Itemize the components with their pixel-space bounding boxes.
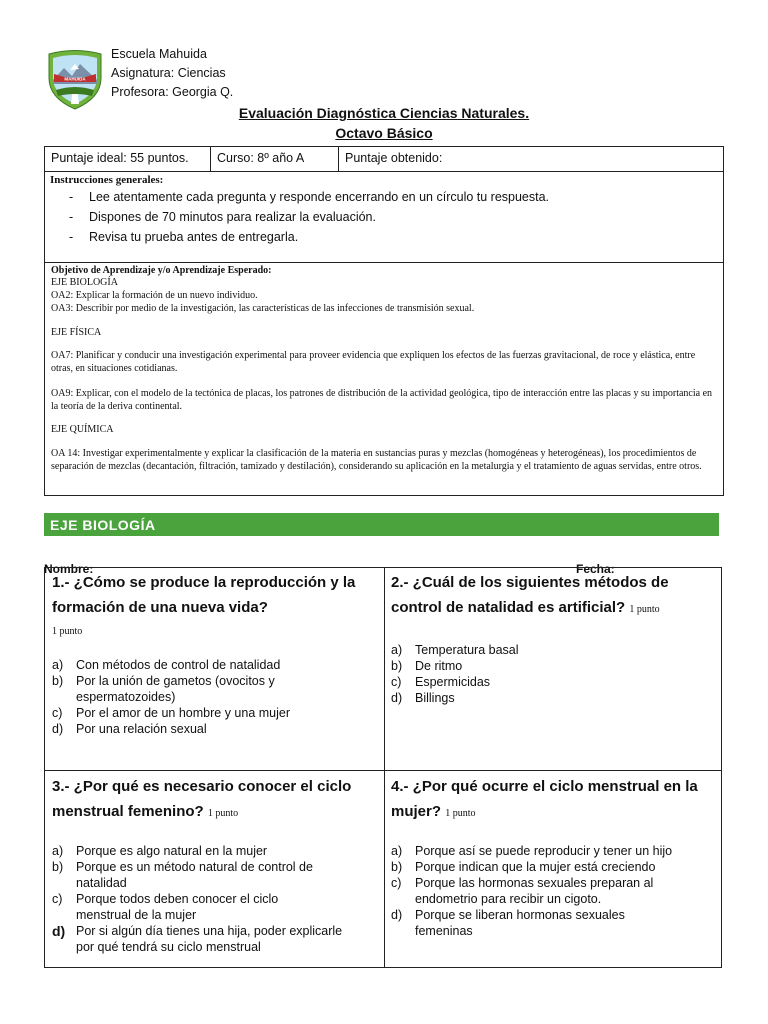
question-text: 1.- ¿Cómo se produce la reproducción y la formación de una nueva vida? — [52, 574, 356, 616]
question-text: 3.- ¿Por qué es necesario conocer el ciclo menstrual femenino? — [52, 778, 352, 820]
answer-option[interactable]: d) Por una relación sexual — [52, 722, 207, 736]
score-info-row — [44, 146, 724, 172]
date-label: Fecha: — [576, 562, 615, 576]
answer-option[interactable]: b) Porque es un método natural de control de natalidad — [52, 860, 313, 890]
question-3 — [52, 774, 382, 955]
answer-option[interactable]: d) Porque se liberan hormonas sexuales femeninas — [391, 908, 625, 938]
eje-quimica-label: EJE QUÍMICA — [51, 424, 114, 435]
teacher: Profesora: Georgia Q. — [111, 85, 234, 99]
eje-fisica-label: EJE FÍSICA — [51, 327, 102, 338]
course: Curso: 8º año A — [211, 147, 339, 171]
obtained-score: Puntaje obtenido: — [345, 151, 443, 165]
answer-option[interactable]: b) Porque indican que la mujer está creciendo — [391, 860, 656, 874]
answer-option[interactable]: a) Con métodos de control de natalidad — [52, 658, 281, 672]
points-label: 1 punto — [629, 604, 660, 615]
instructions-heading: Instrucciones generales: — [50, 174, 164, 186]
page-title: Evaluación Diagnóstica Ciencias Naturales. — [238, 105, 530, 121]
instructions-box — [44, 172, 724, 263]
question-2 — [391, 570, 721, 706]
question-text: 4.- ¿Por qué ocurre el ciclo menstrual en la mujer? — [391, 778, 698, 820]
instruction-item: - Dispones de 70 minutos para realizar la evaluación. — [69, 210, 376, 224]
questions-grid — [44, 567, 722, 968]
subject: Asignatura: Ciencias — [111, 66, 226, 80]
answer-option[interactable]: c) Espermicidas — [391, 675, 491, 689]
name-label: Nombre: — [44, 562, 94, 576]
answer-option[interactable]: d) Billings — [391, 691, 455, 705]
objective-oa7: OA7: Planificar y conducir una investigación experimental para proveer evidencia que expliquen los efectos de las fuerzas gravitacional, de roce y elástica, entre otras, en situaciones cotidianas. — [51, 350, 696, 374]
points-label: 1 punto — [52, 626, 83, 637]
eje-biologia-label: EJE BIOLOGÍA — [51, 277, 118, 288]
logo-banner-text: MAHUIDA — [64, 76, 86, 82]
answer-option[interactable]: a) Porque así se puede reproducir y tener un hijo — [391, 844, 673, 858]
objectives-heading: Objetivo de Aprendizaje y/o Aprendizaje Esperado: — [51, 265, 272, 276]
ideal-score: Puntaje ideal: 55 puntos. — [45, 147, 211, 171]
answer-option[interactable]: c) Porque todos deben conocer el ciclo menstrual de la mujer — [52, 892, 279, 922]
answer-option[interactable]: d) Por si algún día tienes una hija, poder explicarle por qué tendrá su ciclo menstrual — [52, 923, 343, 954]
objectives-box — [44, 263, 724, 496]
question-4 — [391, 774, 721, 939]
objective-oa14: OA 14: Investigar experimentalmente y explicar la clasificación de la materia en sustancias puras y mezclas (homogéneas y heterogéneas), los procedimientos de separación de mezclas (decantación, filtración, tamizado y destilación), considerando su aplicación en la metalurgia y el tratamiento de aguas servidas, entre otros. — [51, 448, 702, 472]
points-label: 1 punto — [445, 808, 476, 819]
question-1 — [52, 570, 382, 737]
answer-option[interactable]: c) Por el amor de un hombre y una mujer — [52, 706, 290, 720]
section-header: EJE BIOLOGÍA — [44, 513, 719, 536]
school-name: Escuela Mahuida — [111, 47, 207, 61]
objective-oa3: OA3: Describir por medio de la investigación, las características de las infecciones de transmisión sexual. — [51, 303, 475, 314]
answer-option[interactable]: a) Temperatura basal — [391, 643, 519, 657]
objective-oa2: OA2: Explicar la formación de un nuevo individuo. — [51, 290, 258, 301]
instruction-item: - Lee atentamente cada pregunta y responde encerrando en un círculo tu respuesta. — [69, 190, 550, 204]
answer-option[interactable]: b) Por la unión de gametos (ovocitos y espermatozoides) — [52, 674, 275, 704]
answer-option[interactable]: a) Porque es algo natural en la mujer — [52, 844, 268, 858]
question-text: 2.- ¿Cuál de los siguientes métodos de control de natalidad es artificial? — [391, 574, 669, 616]
page-subtitle: Octavo Básico — [335, 125, 433, 141]
objective-oa9: OA9: Explicar, con el modelo de la tectónica de placas, los patrones de distribución de la actividad geológica, tipo de interacción entre las placas y su importancia en la teoría de la deriva continental. — [51, 388, 713, 412]
school-logo — [46, 48, 104, 110]
answer-option[interactable]: c) Porque las hormonas sexuales preparan al endometrio para recibir un cigoto. — [391, 876, 654, 906]
instruction-item: - Revisa tu prueba antes de entregarla. — [69, 230, 299, 244]
answer-option[interactable]: b) De ritmo — [391, 659, 463, 673]
points-label: 1 punto — [207, 808, 239, 819]
